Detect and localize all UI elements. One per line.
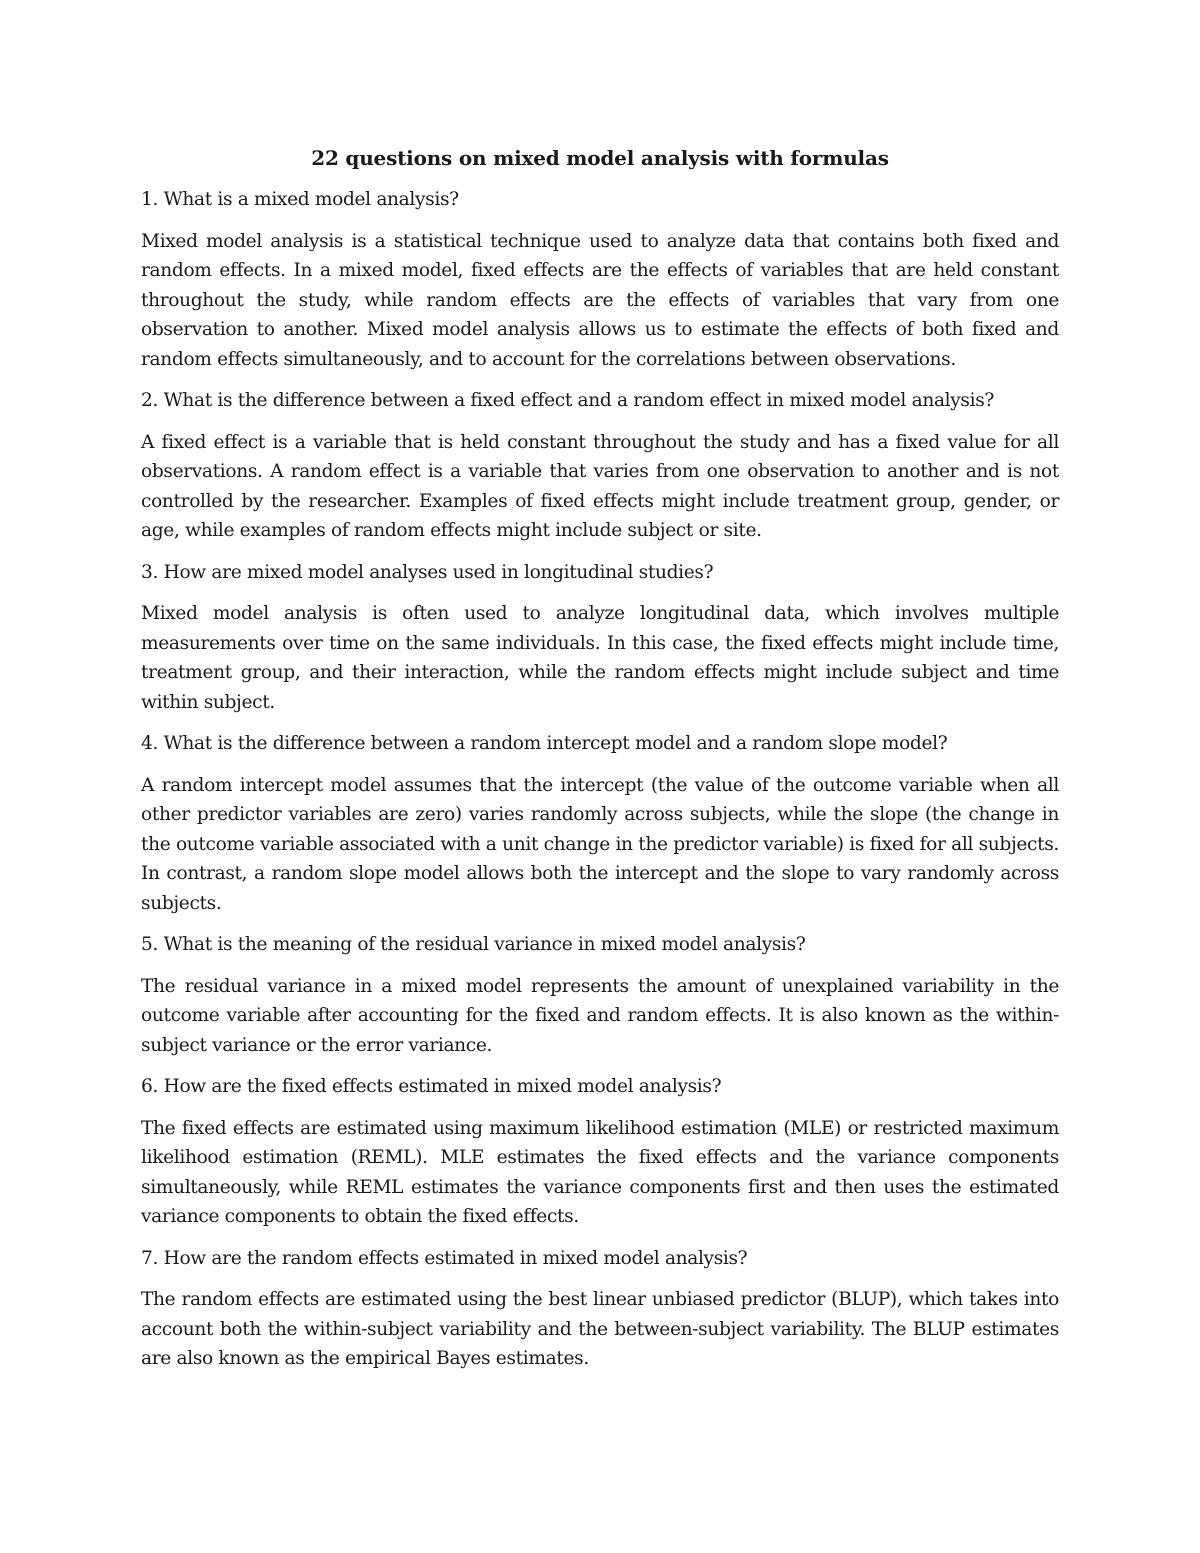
qa-item-2 [141, 386, 1059, 546]
question-7: 7. How are the random effects estimated in mixed model analysis? [141, 1247, 748, 1269]
answer-6: The fixed effects are estimated using maximum likelihood estimation (MLE) or restricted maximum likelihood estimation (REML). MLE estimates the fixed effects and the variance components simultaneously, while REML estimates the variance components first and then uses the estimated variance components to obtain the fixed effects. [141, 1117, 1059, 1227]
qa-item-6 [141, 1072, 1059, 1232]
answer-4: A random intercept model assumes that the intercept (the value of the outcome variable when all other predictor variables are zero) varies randomly across subjects, while the slope (the change in the outcome variable associated with a unit change in the predictor variable) is fixed for all subjects. In contrast, a random slope model allows both the intercept and the slope to vary randomly across subjects. [141, 774, 1059, 914]
question-1: 1. What is a mixed model analysis? [141, 189, 459, 210]
answer-3: Mixed model analysis is often used to analyze longitudinal data, which involves multiple measurements over time on the same individuals. In this case, the fixed effects might include time, treatment group, and their interaction, while the random effects might include subject and time within subject. [141, 603, 1059, 713]
answer-7: The random effects are estimated using the best linear unbiased predictor (BLUP), which takes into account both the within-subject variability and the between-subject variability. The BLUP estimates are also known as the empirical Bayes estimates. [141, 1289, 1059, 1369]
answer-1: Mixed model analysis is a statistical technique used to analyze data that contains both fixed and random effects. In a mixed model, fixed effects are the effects of variables that are held constant throughout the study, while random effects are the effects of variables that vary from one observation to another. Mixed model analysis allows us to estimate the effects of both fixed and random effects simultaneously, and to account for the correlations between observations. [141, 230, 1059, 370]
qa-item-7 [141, 1244, 1059, 1374]
question-4: 4. What is the difference between a random intercept model and a random slope model? [141, 733, 948, 754]
answer-5: The residual variance in a mixed model represents the amount of unexplained variability in the outcome variable after accounting for the fixed and random effects. It is also known as the within-subject variance or the error variance. [141, 975, 1059, 1056]
question-6: 6. How are the fixed effects estimated in mixed model analysis? [141, 1076, 722, 1097]
qa-item-4 [141, 729, 1059, 918]
qa-item-3 [141, 558, 1059, 718]
document-title: 22 questions on mixed model analysis with formulas [311, 146, 889, 170]
document-body [141, 144, 1059, 1386]
question-2: 2. What is the difference between a fixed effect and a random effect in mixed model analysis? [141, 390, 995, 411]
answer-2: A fixed effect is a variable that is held constant throughout the study and has a fixed value for all observations. A random effect is a variable that varies from one observation to another and is not controlled by the researcher. Examples of fixed effects might include treatment group, gender, or age, while examples of random effects might include subject or site. [141, 431, 1059, 541]
question-5: 5. What is the meaning of the residual variance in mixed model analysis? [141, 934, 806, 955]
qa-item-1 [141, 185, 1059, 374]
question-3: 3. How are mixed model analyses used in longitudinal studies? [141, 561, 714, 583]
qa-item-5 [141, 930, 1059, 1060]
